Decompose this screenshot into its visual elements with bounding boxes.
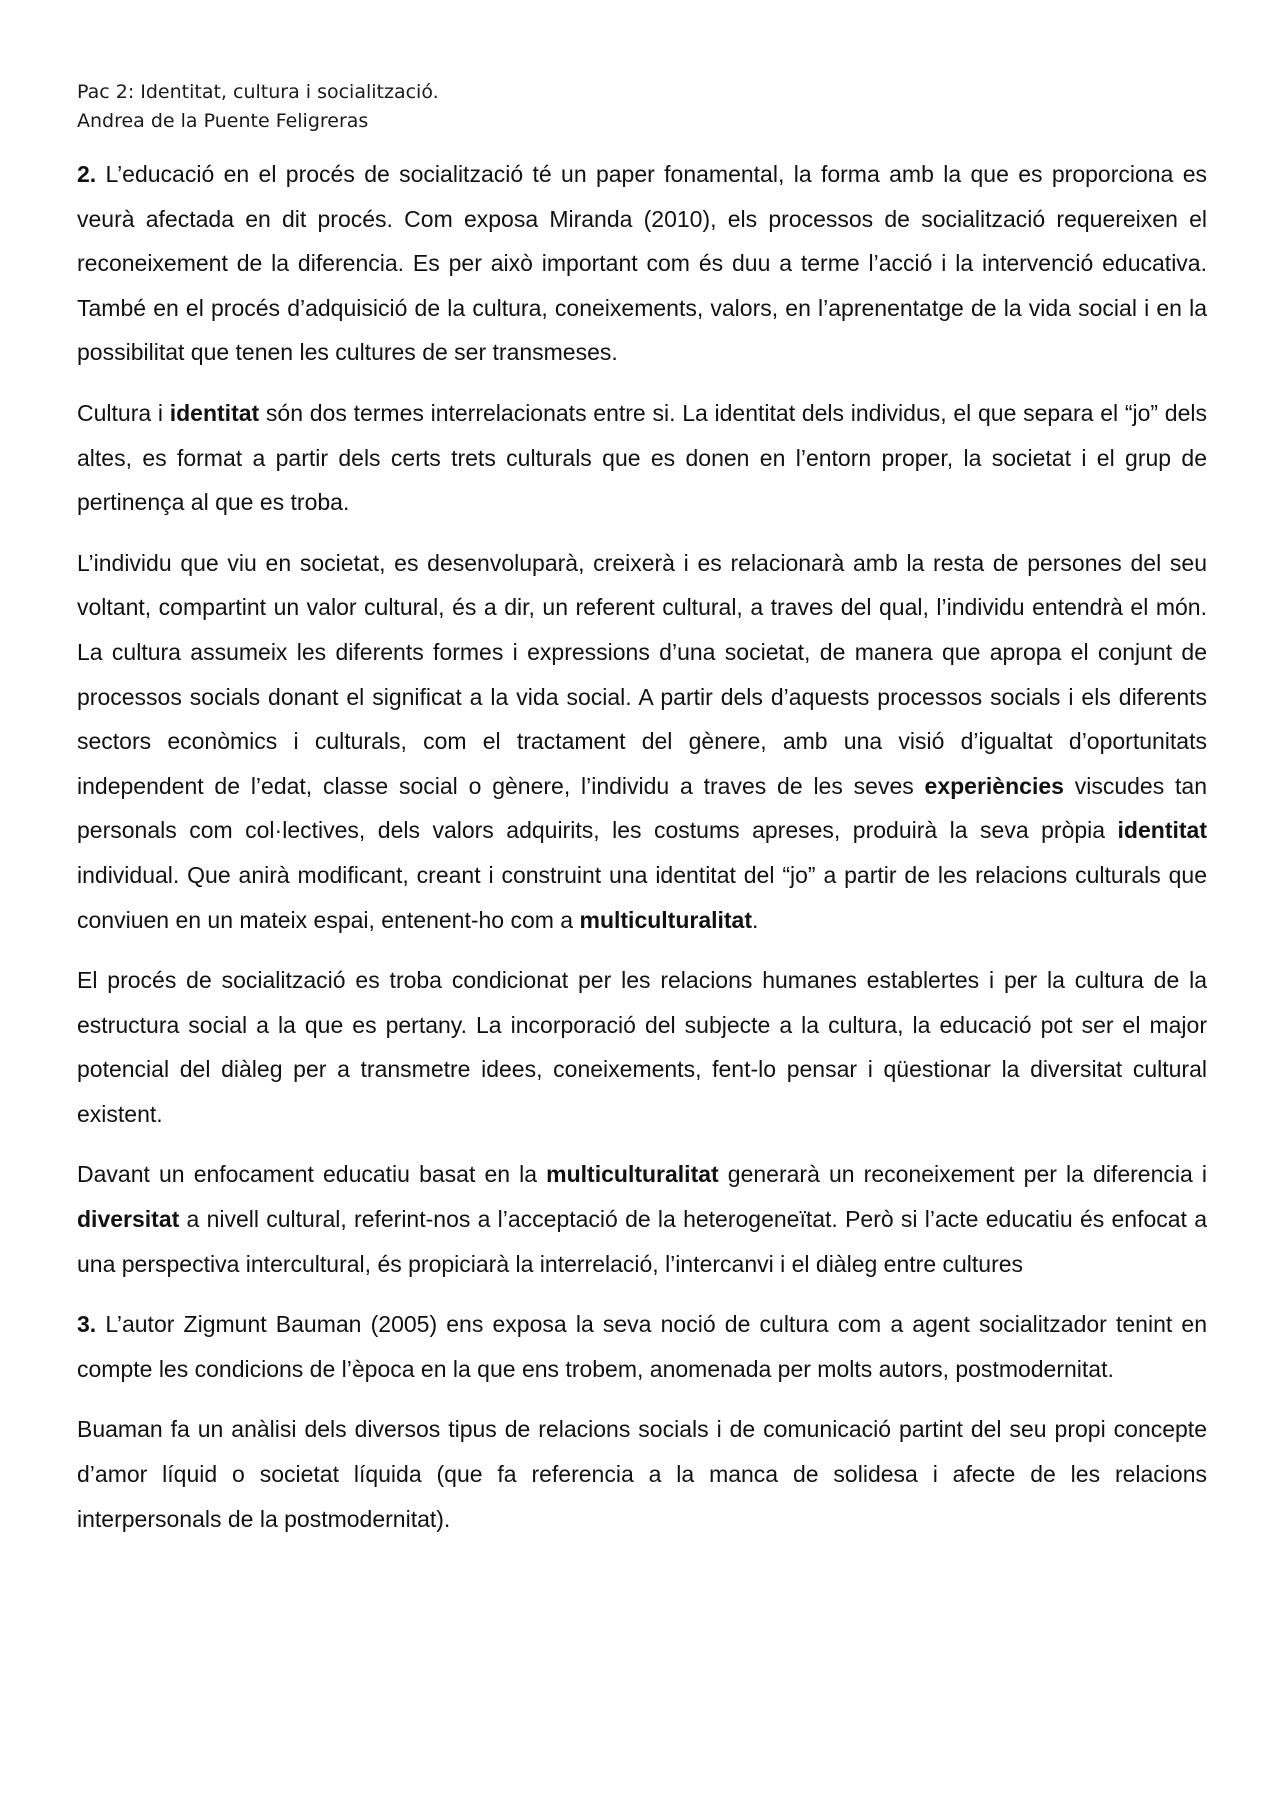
bold-term: multiculturalitat [579, 906, 753, 933]
question-number: 2. [77, 161, 97, 187]
paragraph-text: L’individu que viu en societat, es desenvoluparà, creixerà i es relacionarà amb la resta de persones del seu voltant, compartint un valor cultural, és a dir, un referent cultural, a traves del qual, l’individu entendrà el món. La cultura assumeix les diferents formes i expressions d’una societat, de manera que apropa el conjunt de processos socials donant el significat a la vida social. A partir dels d’aquests processos socials i els diferents sectors econòmics i culturals, com el tractament del gènere, amb una visió d’igualtat d’oportunitats independent de l’edat, classe social o gènere, l’individu a traves de les seves [77, 549, 1207, 799]
paragraph-text: són dos termes interrelacionats entre si. La identitat dels individus, el que separa el “jo” dels altes, es format a partir dels certs trets culturals que es donen en l’entorn proper, la societat i el grup de pertinença al que es troba. [77, 399, 1207, 516]
bold-term: identitat [1117, 817, 1207, 844]
bold-term: diversitat [77, 1206, 180, 1233]
paragraph-text: Buaman fa un anàlisi dels diversos tipus de relacions socials i de comunicació partint del seu propi concepte d’amor líquid o societat líquida (que fa referencia a la manca de solidesa i afecte de les relacions interpersonals de la postmodernitat). [77, 1416, 1207, 1532]
paragraph-text: a nivell cultural, referint-nos a l’acceptació de la heterogeneïtat. Però si l’acte educatiu és enfocat a una perspectiva intercultural, és propiciarà la interrelació, l’intercanvi i el diàleg entre cultures [77, 1206, 1207, 1277]
bold-term: multiculturalitat [546, 1161, 719, 1188]
paragraph-bauman-analysis [77, 1407, 1207, 1541]
paragraph-text: L’autor Zigmunt Bauman (2005) ens exposa la seva noció de cultura com a agent socialitzador tenint en compte les condicions de l’època en la que ens trobem, anomenada per molts autors, postmodernitat. [77, 1311, 1207, 1382]
question-number: 3. [77, 1311, 97, 1338]
paragraph-question-3 [77, 1302, 1207, 1391]
paragraph-text: Davant un enfocament educatiu basat en la [77, 1161, 547, 1188]
bold-term: identitat [169, 399, 260, 426]
document-page [77, 78, 1207, 1557]
paragraph-question-2 [77, 152, 1207, 375]
paragraph-text: L’educació en el procés de socialització té un paper fonamental, la forma amb la que es proporciona es veurà afectada en dit procés. Com exposa Miranda (2010), els processos de socialització requereixen el reconeixement de la diferencia. Es per això important com és duu a terme l’acció i la intervenció educativa. També en el procés d’adquisició de la cultura, coneixements, valors, en l’aprenentatge de la vida social i en la possibilitat que tenen les cultures de ser transmeses. [77, 161, 1207, 366]
paragraph-text: . [752, 906, 759, 933]
header-title: Pac 2: Identitat, cultura i socialització. [77, 81, 439, 103]
paragraph-text: individual. Que anirà modificant, creant i construint una identitat del “jo” a partir de les relacions culturals que conviuen en un mateix espai, entenent-ho com a [77, 861, 1207, 933]
paragraph-text: viscudes tan personals com col·lectives, dels valors adquirits, les costums apreses, produirà la seva pròpia [77, 772, 1207, 844]
paragraph-socialization-process [77, 958, 1207, 1136]
paragraph-multiculturalism [77, 1152, 1207, 1286]
bold-term: experiències [924, 772, 1064, 799]
paragraph-text: generarà un reconeixement per la diferencia i [718, 1161, 1207, 1188]
paragraph-text: Cultura i [77, 399, 170, 426]
paragraph-individual-society [77, 541, 1207, 942]
paragraph-culture-identity [77, 391, 1207, 525]
paragraph-text: El procés de socialització es troba condicionat per les relacions humanes establertes i per la cultura de la estructura social a la que es pertany. La incorporació del subjecte a la cultura, la educació pot ser el major potencial del diàleg per a transmetre idees, coneixements, fent-lo pensar i qüestionar la diversitat cultural existent. [77, 967, 1207, 1127]
document-header [77, 78, 1207, 136]
header-author: Andrea de la Puente Feligreras [77, 110, 369, 132]
